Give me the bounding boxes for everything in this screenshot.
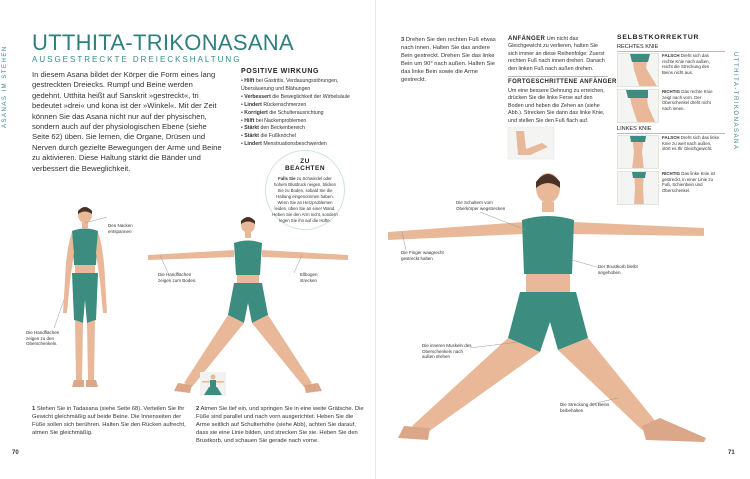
effect-item: • Hilft bei Nackenproblemen	[241, 118, 366, 126]
label-neck: Den Nacken entspannen	[108, 223, 133, 234]
label-palms-thighs: Die Handflächen zeigen zu den Oberschenkeln.	[26, 330, 60, 347]
knee-image-wrong-left	[617, 135, 659, 169]
leader-inner-thighs	[470, 340, 520, 354]
correction-text-3: FALSCH Dreht sich das linke Knie zu weit nach außen, stört es Ihr Gleichgewicht.	[662, 135, 720, 152]
label-shoulders: Die Schultern vom Oberkörper wegstrecken	[456, 200, 506, 211]
page-title: UTTHITA-TRIKONASANA	[32, 30, 294, 55]
label-inner-thighs: Die inneren Muskeln des Oberschenkels nach außen drehen	[422, 343, 472, 360]
advanced-text: Um eine bessere Dehnung zu erreichen, drücken Sie die linke Ferse auf den Boden und heben die Zehen an (siehe Abb.). Strecken Sie dann das linke Knie, und stellen Sie den Fuß flach auf.	[508, 88, 605, 124]
positive-effects-list	[241, 78, 366, 149]
step-1: 1 Stehen Sie in Tadasana (siehe Seite 68). Verteilen Sie Ihr Gewicht gleichmäßig auf beide Beine. Die Innenseiten der Füße sollen sich berühren. Halten Sie den Rücken aufrecht, atmen Sie gleichmäßig.	[32, 406, 186, 436]
caution-title: ZU BEACHTEN	[284, 158, 326, 172]
positive-effects-title: POSITIVE WIRKUNG	[241, 68, 320, 75]
left-knee-heading: LINKES KNIE	[617, 126, 652, 132]
side-tab-left: ASANAS IM STEHEN	[2, 45, 8, 128]
side-tab-right: UTTHITA-TRIKONASANA	[732, 52, 738, 151]
page-gutter	[375, 0, 376, 479]
effect-item: • Lindert Menstruationsbeschwerden	[241, 141, 366, 149]
self-correction-title: SELBSTKORREKTUR	[617, 34, 700, 41]
step-2: 2 Atmen Sie tief ein, und springen Sie in eine weite Grätsche. Die Füße sind parallel und nach vorn ausgerichtet. Heben Sie die Arme seitlich auf Schulterhöhe (siehe Abb), achten Sie darauf, dass sie eine Linie bilden, und strecken Sie sie. Heben Sie den Brustkorb, und schauen Sie gerade nach vorne.	[196, 406, 364, 444]
divider-line	[617, 133, 725, 134]
label-leg-stretch: Die Streckung des Beins beibehalten	[560, 402, 610, 413]
knee-image-wrong-right	[617, 53, 659, 87]
label-chest: Der Brustkorb bleibt angehoben.	[598, 264, 638, 275]
leader-shoulders	[478, 210, 528, 232]
effect-item: • Lindert Rückenschmerzen	[241, 102, 366, 110]
effect-item: • Korrigiert die Schulterausrichtung	[241, 110, 366, 118]
page-number-right: 71	[728, 450, 735, 456]
effect-item: • Verbessert die Beweglichkeit der Wirbelsäule	[241, 94, 366, 102]
correction-text-1: FALSCH Dreht sich das rechte Knie nach außen, reicht die Streckung des Beins nicht aus.	[662, 53, 710, 75]
effect-item: • Hilft bei Gastritis, Verdauungsstörungen, Übersäuerung und Blähungen	[241, 78, 366, 94]
effect-item: • Stärkt die Fußknöchel	[241, 133, 366, 141]
thumbnail-figure	[200, 372, 226, 396]
step-3: 3 Drehen Sie den rechten Fuß etwas nach innen. Halten Sie das andere Bein gestreckt. Drehen Sie das linke Bein um 90° nach außen. Halten Sie das linke Bein sowie die Arme gestreckt.	[401, 37, 496, 83]
label-fingers: Die Finger waagrecht gestreckt halten	[401, 250, 444, 261]
beginner-box: ANFÄNGER Um nicht das Gleichgewicht zu verlieren, halten Sie sich immer an diese Reihenfolge: Zuerst rechten Fuß nach innen drehen. Danach den linken Fuß nach außen drehen.	[508, 36, 605, 72]
leader-fingers	[400, 232, 410, 252]
intro-paragraph: In diesem Asana bildet der Körper die Form eines lang gestreckten Dreiecks. Rumpf und Beine werden gedehnt. Utthita heißt auf Sanskrit »gestreckt«, tri bedeutet »drei« und kona ist der »Winkel«. Mit der Zeit können Sie das Asana nicht nur auf der physischen, sondern auch auf der physiologischen Ebene (siehe Seite 62) üben. Sie lernen, die Organe, Drüsen und Nerven durch gezielte Bewegungen der Arme und Beine zu aktivieren. Diese Haltung stärkt die Bänder und verbessert die Beweglichkeit.	[32, 70, 222, 173]
divider-line	[617, 51, 725, 52]
figure-main-pose	[388, 170, 708, 450]
label-palms-floor: Die Handflächen zeigen zum Boden.	[158, 272, 197, 283]
caution-text: Falls Sie zu Schwindel oder hohem Blutdruck neigen, blicken Sie zu Boden, sobald Sie die Haltung eingenommen haben. Wenn Sie an Herzproblemen leiden, üben Sie an einer Wand. Heben Sie den Arm nicht, sondern legen Sie ihn auf die Hüfte.	[272, 176, 338, 223]
figure-wide-stance	[148, 215, 348, 400]
knee-image-right-right	[617, 89, 659, 123]
right-knee-heading: RECHTES KNIE	[617, 44, 659, 50]
divider-line	[508, 76, 608, 77]
advanced-title: FORTGESCHRITTENE ANFÄNGER	[508, 79, 617, 85]
leader-neck	[85, 215, 110, 225]
correction-text-2: RICHTIG Das rechte Knie zeigt nach vorn. Der Oberschenkel dreht nicht nach innen.	[662, 89, 713, 111]
label-elbows: Ellbogen strecken	[300, 272, 318, 283]
leader-palms-thighs	[50, 300, 70, 330]
effect-item: • Stärkt den Beckenbereich	[241, 125, 366, 133]
page-number-left: 70	[12, 450, 19, 456]
foot-thumbnail	[508, 127, 554, 159]
correction-text-4: RICHTIG Das linke Knie ist gestreckt, in einer Linie zu Fuß, Schienbein und Oberschenkel.	[662, 171, 715, 193]
page-subtitle: AUSGESTRECKTE DREIECKSHALTUNG	[32, 55, 242, 64]
